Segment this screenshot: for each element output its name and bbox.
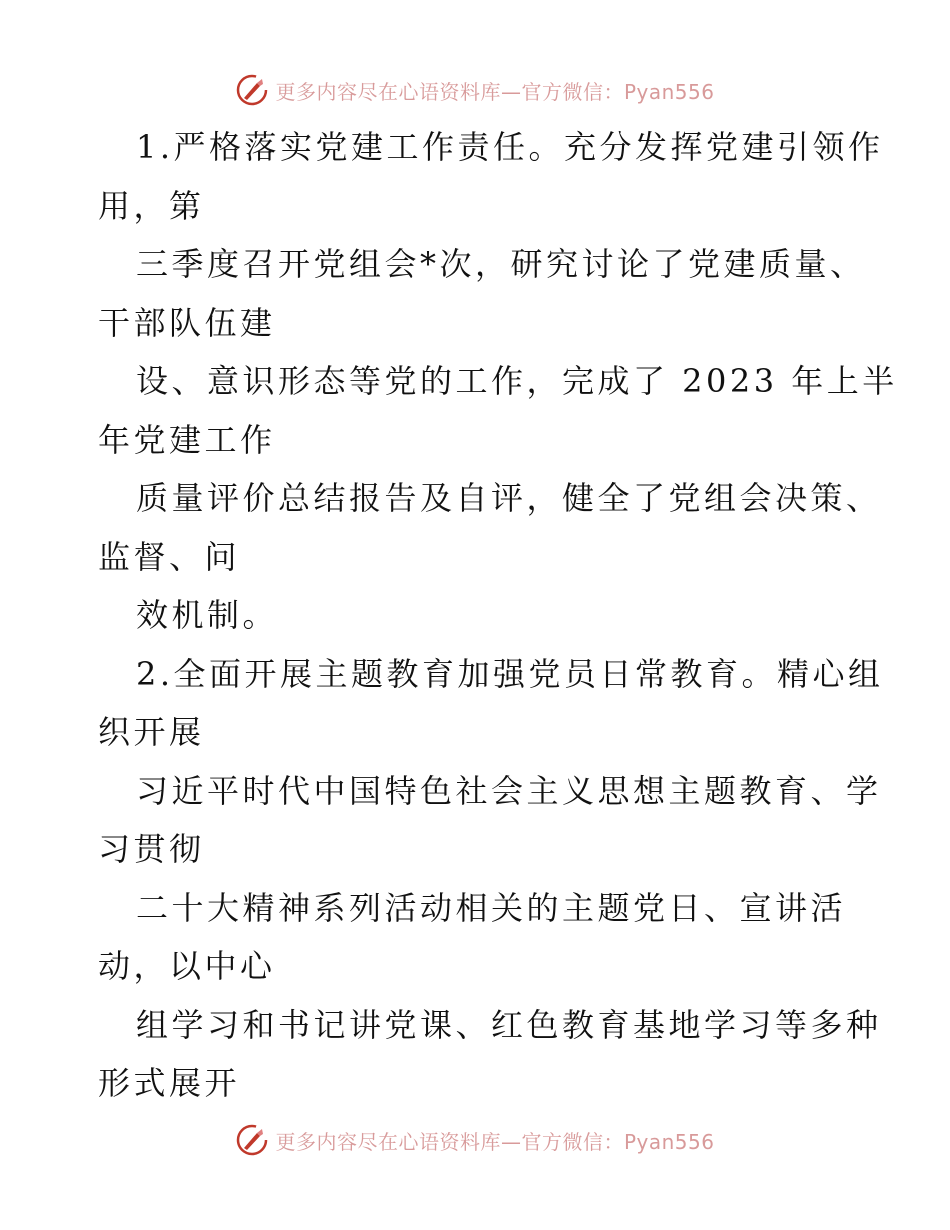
- text-line: 动，以中心: [98, 947, 276, 985]
- text-line: 年党建工作: [98, 420, 276, 459]
- text-line: 1.严格落实党建工作责任。充分发挥党建引领作: [136, 128, 884, 166]
- document-body: [98, 118, 898, 1113]
- text-line: 组学习和书记讲党课、红色教育基地学习等多种: [136, 1005, 882, 1044]
- text-line: 二十大精神系列活动相关的主题党日、宣讲活: [136, 888, 847, 927]
- text-line: 2.全面开展主题教育加强党员日常教育。精心组: [136, 654, 884, 693]
- watermark-text: 更多内容尽在心语资料库—官方微信：Pyan556: [275, 1129, 715, 1154]
- pen-quill-logo-icon: [235, 1123, 269, 1157]
- footer-watermark: [0, 1120, 950, 1160]
- text-line: 织开展: [98, 713, 205, 751]
- pen-quill-logo-icon: [235, 73, 269, 107]
- text-line: 质量评价总结报告及自评，健全了党组会决策、: [136, 479, 882, 517]
- header-watermark: [0, 70, 950, 110]
- text-line: 习贯彻: [98, 830, 205, 868]
- text-line: 监督、问: [98, 537, 241, 576]
- text-line: 三季度召开党组会*次，研究讨论了党建质量、: [136, 245, 866, 283]
- text-line: 用，第: [98, 186, 205, 225]
- text-line: 习近平时代中国特色社会主义思想主题教育、学: [136, 771, 882, 810]
- text-line: 效机制。: [136, 596, 279, 634]
- text-line: 形式展开: [98, 1064, 241, 1102]
- text-line: 设、意识形态等党的工作，完成了 2023 年上半: [136, 362, 898, 400]
- watermark-text: 更多内容尽在心语资料库—官方微信：Pyan556: [275, 79, 715, 104]
- text-line: 干部队伍建: [98, 303, 276, 342]
